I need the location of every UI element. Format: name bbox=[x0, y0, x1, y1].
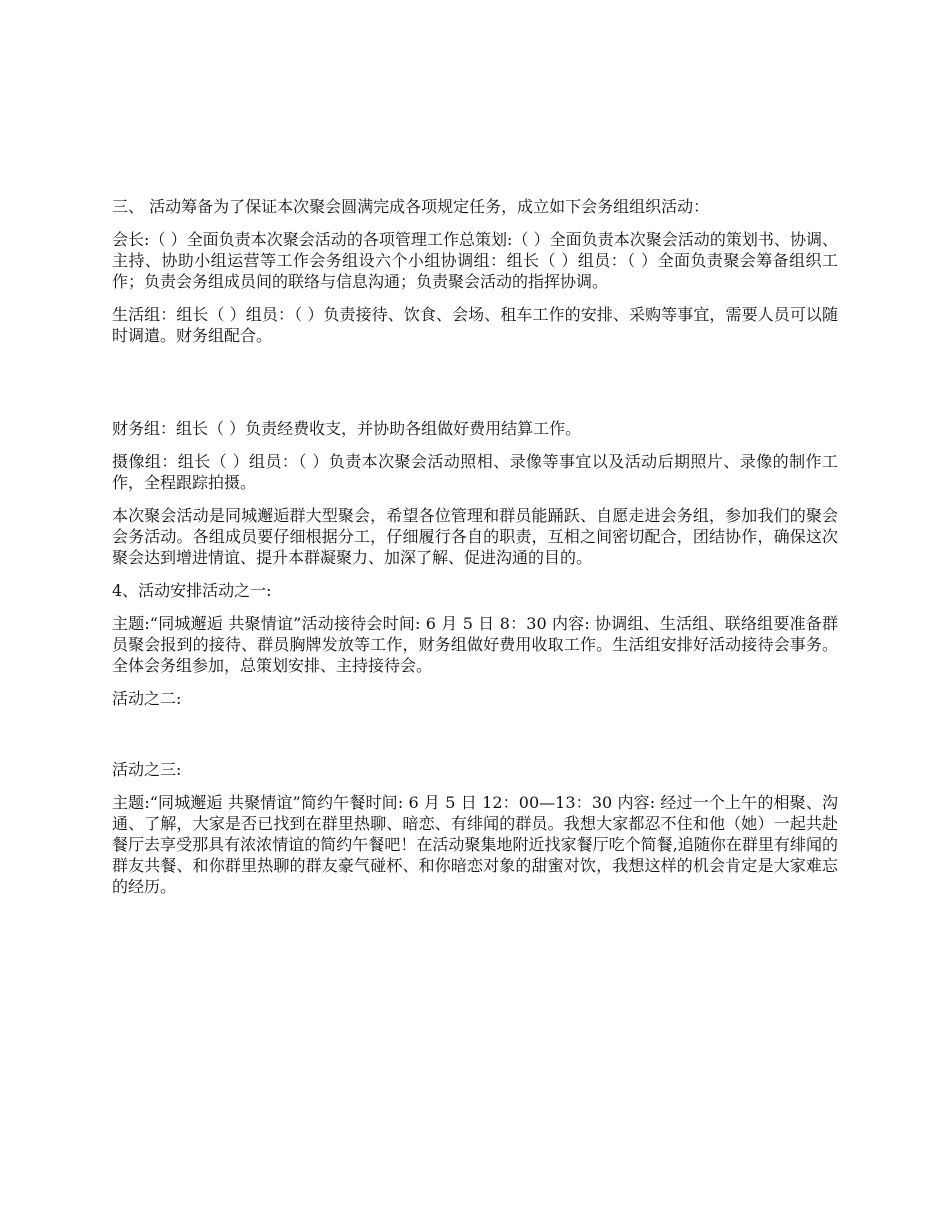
paragraph-life-group: 生活组：组长（ ）组员：（ ）负责接待、饮食、会场、租车工作的安排、采购等事宜，需要人员可以随时调遣。财务组配合。 bbox=[112, 305, 838, 345]
heading-activity-three: 活动之三: bbox=[112, 760, 182, 779]
section-heading-schedule: 4、活动安排活动之一: bbox=[112, 581, 272, 600]
heading-activity-two: 活动之二: bbox=[112, 689, 182, 708]
paragraph-camera-group: 摄像组：组长（ ）组员：（ ）负责本次聚会活动照相、录像等事宜以及活动后期照片、录像的制作工作，全程跟踪拍摄。 bbox=[112, 452, 838, 492]
document-body bbox=[112, 196, 838, 909]
paragraph-summary: 本次聚会活动是同城邂逅群大型聚会，希望各位管理和群员能踊跃、自愿走进会务组，参加我们的聚会会务活动。各组成员要仔细根据分工，仔细履行各自的职责，互相之间密切配合，团结协作，确保这次聚会达到增进情谊、提升本群凝聚力、加深了解、促进沟通的目的。 bbox=[112, 506, 838, 567]
section-heading-preparation: 三、 活动筹备为了保证本次聚会圆满完成各项规定任务，成立如下会务组组织活动： bbox=[112, 197, 710, 216]
paragraph-activity-one: 主题:“同城邂逅 共聚情谊”活动接待会时间: 6 月 5 日 8：30 内容: 协调组、生活组、联络组要准备群员聚会报到的接待、群员胸牌发放等工作，财务组做好费用收取工作。生活组安排好活动接待会事务。全体会务组参加，总策划安排、主持接待会。 bbox=[112, 614, 838, 675]
paragraph-activity-three: 主题:“同城邂逅 共聚情谊”简约午餐时间: 6 月 5 日 12：00—13：30 内容: 经过一个上午的相聚、沟通、了解，大家是否已找到在群里热聊、暗恋、有绯闻的群员。我想大家都忍不住和他（她）一起共赴餐厅去享受那具有浓浓情谊的简约午餐吧！在活动聚集地附近找家餐厅吃个简餐,追随你在群里有绯闻的群友共餐、和你群里热聊的群友豪气碰杯、和你暗恋对象的甜蜜对饮，我想这样的机会肯定是大家难忘的经历。 bbox=[112, 793, 838, 896]
blank-gap bbox=[112, 721, 838, 759]
blank-gap bbox=[112, 358, 838, 418]
paragraph-finance-group: 财务组：组长（ ）负责经费收支，并协助各组做好费用结算工作。 bbox=[112, 419, 582, 438]
paragraph-leaders: 会长:（ ）全面负责本次聚会活动的各项管理工作总策划:（ ）全面负责本次聚会活动的策划书、协调、主持、协助小组运营等工作会务组设六个小组协调组：组长（ ）组员：（ ）全面负责聚会筹备组织工作；负责会务组成员间的联络与信息沟通；负责聚会活动的指挥协调。 bbox=[112, 230, 838, 291]
